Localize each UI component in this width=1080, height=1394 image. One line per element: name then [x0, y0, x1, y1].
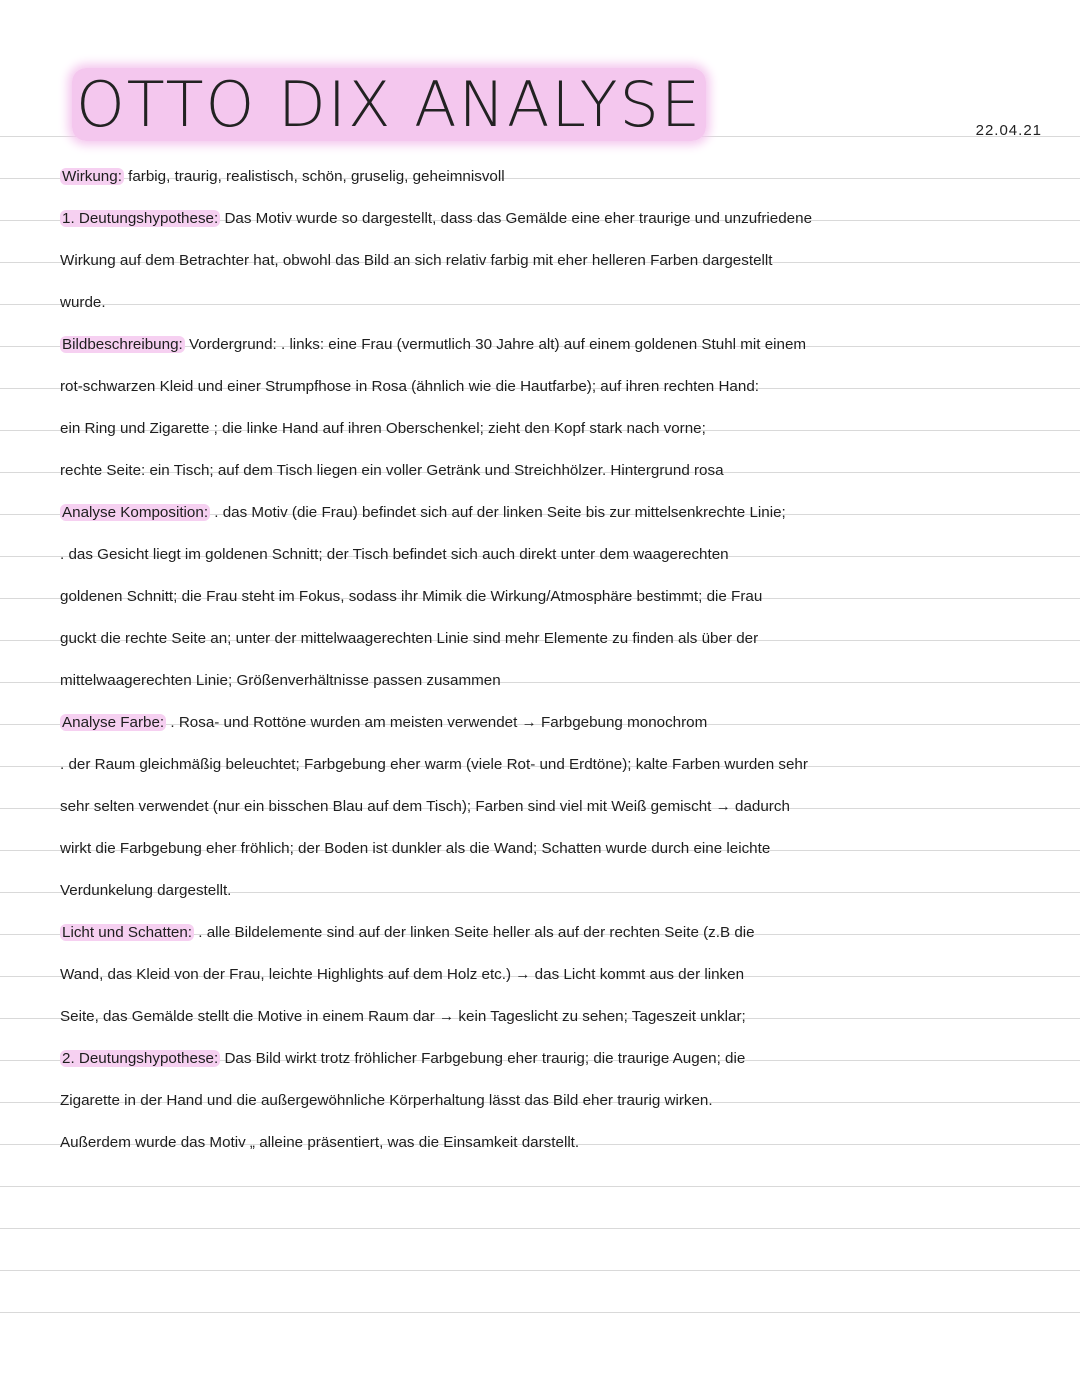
note-text: goldenen Schnitt; die Frau steht im Fokus, sodass ihr Mimik die Wirkung/Atmosphäre bestimmt; die Frau — [60, 588, 763, 605]
note-line — [60, 494, 995, 536]
note-text: Verdunkelung dargestellt. — [60, 882, 232, 899]
note-text: Seite, das Gemälde stellt die Motive in einem Raum dar → kein Tageslicht zu sehen; Tageszeit unklar; — [60, 1008, 746, 1025]
note-line — [60, 998, 995, 1040]
note-line — [60, 1082, 995, 1124]
note-line — [60, 1040, 995, 1082]
section-heading: 2. Deutungshypothese: — [62, 1050, 219, 1067]
note-line — [60, 830, 995, 872]
note-text: Wirkung auf dem Betrachter hat, obwohl das Bild an sich relativ farbig mit eher helleren Farben dargestellt — [60, 252, 773, 269]
note-line — [60, 914, 995, 956]
handwritten-notes — [60, 158, 995, 1166]
note-text: . das Gesicht liegt im goldenen Schnitt; der Tisch befindet sich auch direkt unter dem waagerechten — [60, 546, 729, 563]
note-text: wurde. — [60, 294, 106, 311]
note-line — [60, 788, 995, 830]
section-heading: 1. Deutungshypothese: — [62, 210, 219, 227]
section-heading: Licht und Schatten: — [62, 924, 193, 941]
note-line — [60, 284, 995, 326]
section-heading: Analyse Komposition: — [62, 504, 209, 521]
note-text: . das Motiv (die Frau) befindet sich auf der linken Seite bis zur mittelsenkrechte Linie; — [210, 504, 786, 521]
note-line — [60, 326, 995, 368]
note-line — [60, 410, 995, 452]
date-label: 22.04.21 — [975, 122, 1042, 139]
note-text: mittelwaagerechten Linie; Größenverhältnisse passen zusammen — [60, 672, 501, 689]
note-text: rechte Seite: ein Tisch; auf dem Tisch liegen ein voller Getränk und Streichhölzer. Hintergrund rosa — [60, 462, 724, 479]
note-text: rot-schwarzen Kleid und einer Strumpfhose in Rosa (ähnlich wie die Hautfarbe); auf ihren rechten Hand: — [60, 378, 759, 395]
note-line — [60, 872, 995, 914]
note-line — [60, 746, 995, 788]
note-line — [60, 368, 995, 410]
note-text: wirkt die Farbgebung eher fröhlich; der Boden ist dunkler als die Wand; Schatten wurde durch eine leichte — [60, 840, 771, 857]
note-line — [60, 956, 995, 998]
note-text: Vordergrund: . links: eine Frau (vermutlich 30 Jahre alt) auf einem goldenen Stuhl mit einem — [184, 336, 807, 353]
note-text: Außerdem wurde das Motiv „ alleine präsentiert, was die Einsamkeit darstellt. — [60, 1134, 580, 1151]
note-line — [60, 1124, 995, 1166]
page-title — [72, 68, 706, 142]
note-text: . alle Bildelemente sind auf der linken Seite heller als auf der rechten Seite (z.B die — [194, 924, 755, 941]
section-heading: Analyse Farbe: — [62, 714, 165, 731]
note-text: farbig, traurig, realistisch, schön, gruselig, geheimnisvoll — [123, 168, 505, 185]
note-text: ein Ring und Zigarette ; die linke Hand auf ihren Oberschenkel; zieht den Kopf stark nach vorne; — [60, 420, 706, 437]
note-line — [60, 536, 995, 578]
note-text: Wand, das Kleid von der Frau, leichte Highlights auf dem Holz etc.) → das Licht kommt aus der linken — [60, 966, 745, 983]
note-text: sehr selten verwendet (nur ein bisschen Blau auf dem Tisch); Farben sind viel mit Weiß gemischt → dadurch — [60, 798, 790, 815]
note-line — [60, 200, 995, 242]
note-line — [60, 662, 995, 704]
note-line — [60, 452, 995, 494]
section-heading: Wirkung: — [62, 168, 122, 185]
note-text: guckt die rechte Seite an; unter der mittelwaagerechten Linie sind mehr Elemente zu finden als über der — [60, 630, 759, 647]
note-text: Das Bild wirkt trotz fröhlicher Farbgebung eher traurig; die traurige Augen; die — [220, 1050, 746, 1067]
note-text: . Rosa- und Rottöne wurden am meisten verwendet → Farbgebung monochrom — [166, 714, 708, 731]
note-line — [60, 578, 995, 620]
page-title-text: OTTO DIX ANALYSE — [72, 68, 706, 141]
note-line — [60, 242, 995, 284]
note-text: Das Motiv wurde so dargestellt, dass das Gemälde eine eher traurige und unzufriedene — [220, 210, 813, 227]
note-line — [60, 620, 995, 662]
note-text: . der Raum gleichmäßig beleuchtet; Farbgebung eher warm (viele Rot- und Erdtöne); kalte Farben wurden sehr — [60, 756, 808, 773]
note-line — [60, 704, 995, 746]
note-text: Zigarette in der Hand und die außergewöhnliche Körperhaltung lässt das Bild eher traurig wirken. — [60, 1092, 713, 1109]
section-heading: Bildbeschreibung: — [62, 336, 183, 353]
note-line — [60, 158, 995, 200]
